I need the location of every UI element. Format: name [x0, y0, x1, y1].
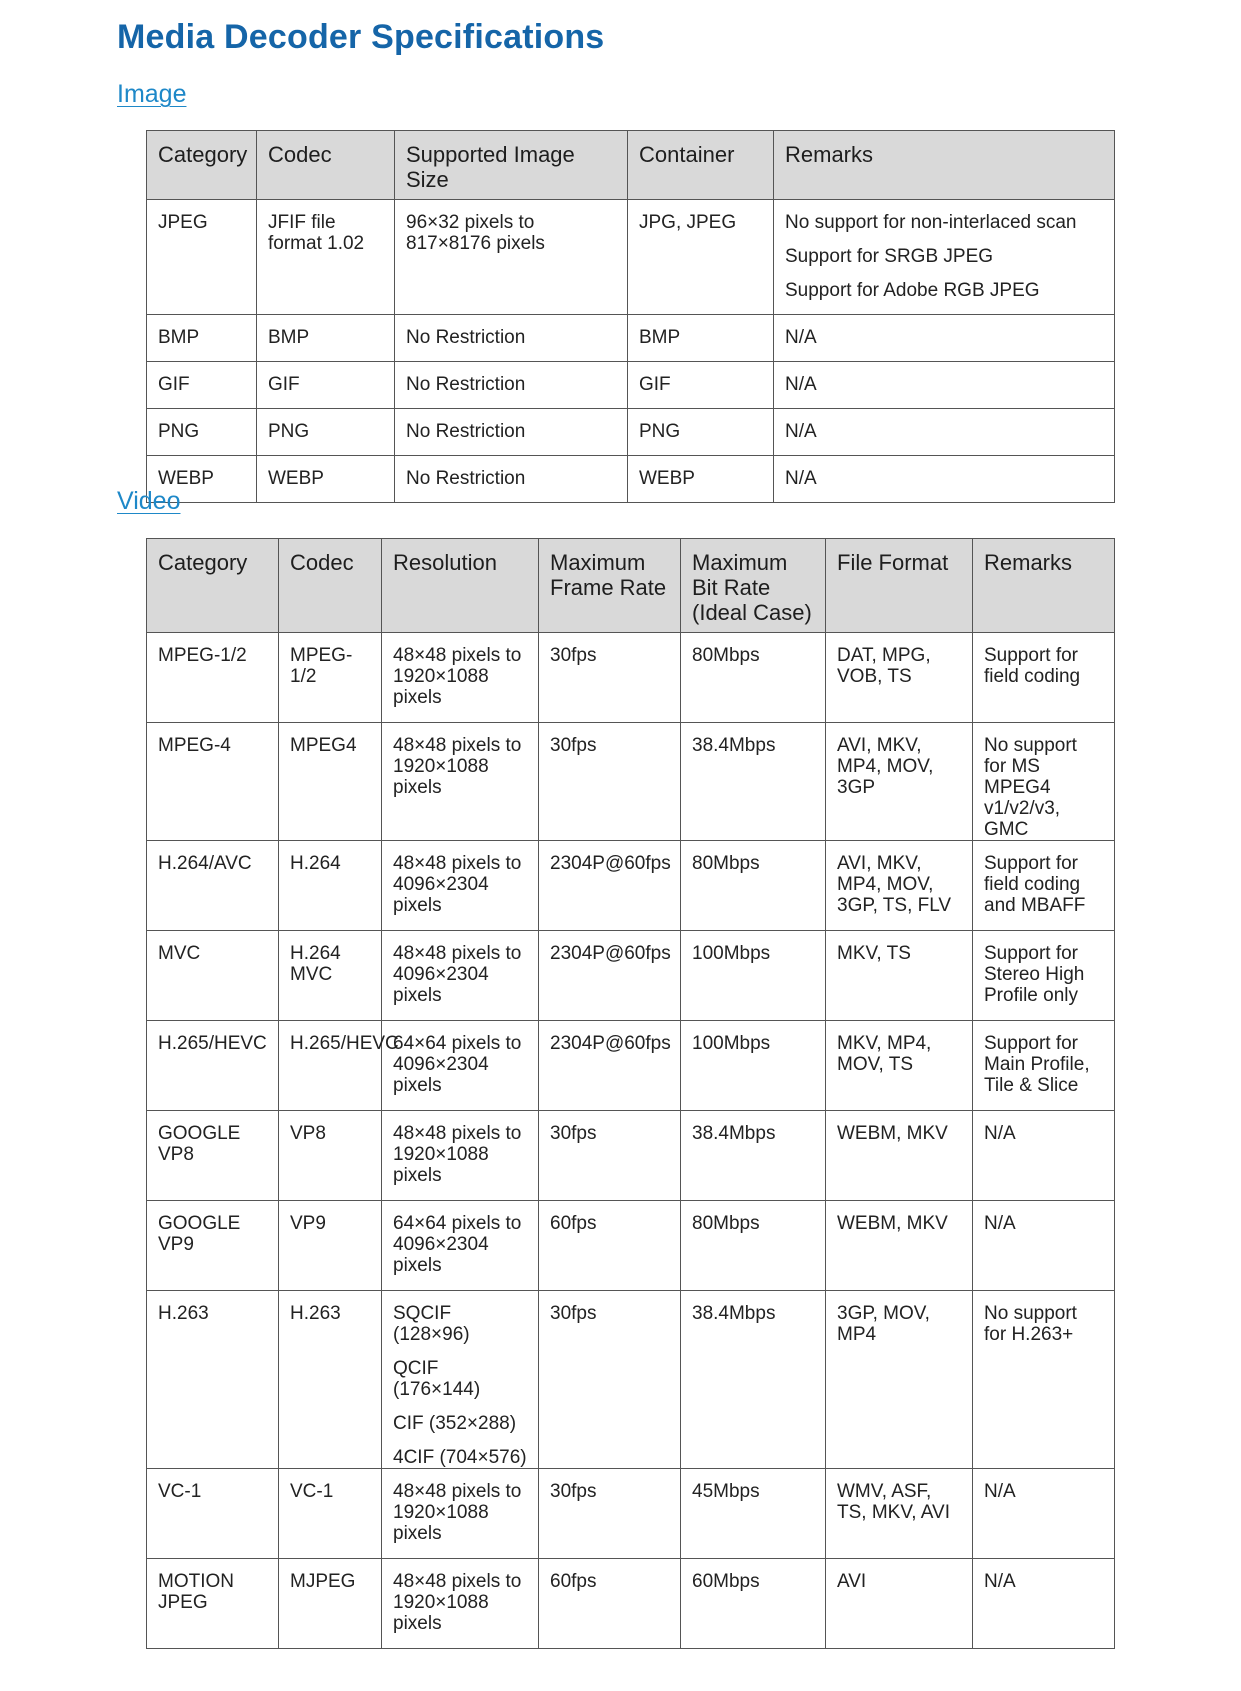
page-title: Media Decoder Specifications	[117, 18, 605, 56]
column-header: Resolution	[382, 539, 539, 633]
table-row	[147, 1201, 1115, 1291]
resolution-cell: 48×48 pixels to 1920×1088 pixels	[382, 1111, 539, 1201]
frame-rate-cell: 30fps	[539, 723, 681, 841]
frame-rate-cell: 30fps	[539, 1111, 681, 1201]
category-cell: MOTION JPEG	[147, 1559, 279, 1649]
codec-cell: VP8	[279, 1111, 382, 1201]
column-header: Remarks	[973, 539, 1115, 633]
file-format-cell: MKV, TS	[826, 931, 973, 1021]
table-row	[147, 200, 1115, 315]
column-header: Category	[147, 539, 279, 633]
size-cell: No Restriction	[395, 409, 628, 456]
column-header: Remarks	[774, 131, 1115, 200]
codec-cell: MPEG4	[279, 723, 382, 841]
bit-rate-cell: 38.4Mbps	[681, 1111, 826, 1201]
codec-cell: PNG	[257, 409, 395, 456]
video-section-heading[interactable]: Video	[117, 487, 181, 515]
resolution-cell: 48×48 pixels to 1920×1088 pixels	[382, 633, 539, 723]
codec-cell: BMP	[257, 315, 395, 362]
file-format-cell: DAT, MPG, VOB, TS	[826, 633, 973, 723]
frame-rate-cell: 2304P@60fps	[539, 931, 681, 1021]
file-format-cell: AVI	[826, 1559, 973, 1649]
file-format-cell: WEBM, MKV	[826, 1201, 973, 1291]
container-cell: BMP	[628, 315, 774, 362]
remarks-cell: N/A	[973, 1559, 1115, 1649]
codec-cell: VP9	[279, 1201, 382, 1291]
frame-rate-cell: 2304P@60fps	[539, 1021, 681, 1111]
table-row	[147, 1291, 1115, 1469]
codec-cell: GIF	[257, 362, 395, 409]
bit-rate-cell: 45Mbps	[681, 1469, 826, 1559]
category-cell: MPEG-4	[147, 723, 279, 841]
frame-rate-cell: 30fps	[539, 633, 681, 723]
codec-cell: MPEG-1/2	[279, 633, 382, 723]
column-header: Codec	[279, 539, 382, 633]
remarks-cell: N/A	[973, 1111, 1115, 1201]
size-cell: No Restriction	[395, 315, 628, 362]
video-spec-table	[146, 538, 1115, 1649]
resolution-cell: 48×48 pixels to 4096×2304 pixels	[382, 841, 539, 931]
frame-rate-cell: 60fps	[539, 1201, 681, 1291]
resolution-cell: 48×48 pixels to 1920×1088 pixels	[382, 723, 539, 841]
category-cell: WEBP	[147, 456, 257, 503]
codec-cell: VC-1	[279, 1469, 382, 1559]
table-row	[147, 841, 1115, 931]
remark-line: No support for non-interlaced scan	[785, 212, 1077, 233]
container-cell: GIF	[628, 362, 774, 409]
table-row	[147, 931, 1115, 1021]
codec-cell: JFIF file format 1.02	[257, 200, 395, 315]
bit-rate-cell: 80Mbps	[681, 841, 826, 931]
container-cell: WEBP	[628, 456, 774, 503]
table-row	[147, 723, 1115, 841]
container-cell: PNG	[628, 409, 774, 456]
resolution-cell: 64×64 pixels to 4096×2304 pixels	[382, 1021, 539, 1111]
codec-cell: WEBP	[257, 456, 395, 503]
remarks-cell: Support for field coding	[973, 633, 1115, 723]
bit-rate-cell: 38.4Mbps	[681, 1291, 826, 1469]
remarks-cell: No support for MS MPEG4 v1/v2/v3, GMC	[973, 723, 1115, 841]
category-cell: MVC	[147, 931, 279, 1021]
category-cell: GOOGLE VP8	[147, 1111, 279, 1201]
file-format-cell: AVI, MKV, MP4, MOV, 3GP	[826, 723, 973, 841]
category-cell: MPEG-1/2	[147, 633, 279, 723]
category-cell: VC-1	[147, 1469, 279, 1559]
remarks-cell: N/A	[973, 1201, 1115, 1291]
file-format-cell: WMV, ASF, TS, MKV, AVI	[826, 1469, 973, 1559]
column-header: Codec	[257, 131, 395, 200]
codec-cell: H.264	[279, 841, 382, 931]
remarks-cell: N/A	[973, 1469, 1115, 1559]
file-format-cell: 3GP, MOV, MP4	[826, 1291, 973, 1469]
file-format-cell: WEBM, MKV	[826, 1111, 973, 1201]
category-cell: GIF	[147, 362, 257, 409]
table-row	[147, 1559, 1115, 1649]
category-cell: H.263	[147, 1291, 279, 1469]
remarks-cell: N/A	[774, 456, 1115, 503]
remarks-cell: N/A	[774, 409, 1115, 456]
container-cell: JPG, JPEG	[628, 200, 774, 315]
bit-rate-cell: 38.4Mbps	[681, 723, 826, 841]
file-format-cell: AVI, MKV, MP4, MOV, 3GP, TS, FLV	[826, 841, 973, 931]
category-cell: JPEG	[147, 200, 257, 315]
column-header: Supported Image Size	[395, 131, 628, 200]
table-row	[147, 1469, 1115, 1559]
remarks-cell: Support for Main Profile, Tile & Slice	[973, 1021, 1115, 1111]
codec-cell: MJPEG	[279, 1559, 382, 1649]
size-cell: 96×32 pixels to 817×8176 pixels	[395, 200, 628, 315]
frame-rate-cell: 60fps	[539, 1559, 681, 1649]
resolution-cell	[382, 1291, 539, 1469]
resolution-line: QCIF (176×144)	[393, 1358, 481, 1400]
resolution-cell: 48×48 pixels to 1920×1088 pixels	[382, 1559, 539, 1649]
resolution-line: SQCIF (128×96)	[393, 1303, 470, 1345]
column-header: Maximum Bit Rate (Ideal Case)	[681, 539, 826, 633]
remarks-cell: Support for Stereo High Profile only	[973, 931, 1115, 1021]
category-cell: GOOGLE VP9	[147, 1201, 279, 1291]
size-cell: No Restriction	[395, 362, 628, 409]
category-cell: H.264/AVC	[147, 841, 279, 931]
image-section-heading[interactable]: Image	[117, 80, 187, 108]
remarks-cell: N/A	[774, 362, 1115, 409]
remarks-cell: Support for field coding and MBAFF	[973, 841, 1115, 931]
frame-rate-cell: 30fps	[539, 1291, 681, 1469]
size-cell: No Restriction	[395, 456, 628, 503]
resolution-line: 4CIF (704×576)	[393, 1447, 527, 1468]
resolution-cell: 64×64 pixels to 4096×2304 pixels	[382, 1201, 539, 1291]
resolution-cell: 48×48 pixels to 4096×2304 pixels	[382, 931, 539, 1021]
table-row	[147, 456, 1115, 503]
image-spec-table	[146, 130, 1115, 503]
column-header: Container	[628, 131, 774, 200]
remarks-cell	[774, 200, 1115, 315]
codec-cell: H.263	[279, 1291, 382, 1469]
bit-rate-cell: 80Mbps	[681, 633, 826, 723]
file-format-cell: MKV, MP4, MOV, TS	[826, 1021, 973, 1111]
table-row	[147, 315, 1115, 362]
remarks-cell: N/A	[774, 315, 1115, 362]
table-row	[147, 633, 1115, 723]
table-row	[147, 1021, 1115, 1111]
column-header: Category	[147, 131, 257, 200]
bit-rate-cell: 60Mbps	[681, 1559, 826, 1649]
table-header-row	[147, 131, 1115, 200]
codec-cell: H.265/HEVC	[279, 1021, 382, 1111]
frame-rate-cell: 2304P@60fps	[539, 841, 681, 931]
remark-line: Support for SRGB JPEG	[785, 246, 994, 267]
bit-rate-cell: 100Mbps	[681, 1021, 826, 1111]
table-row	[147, 409, 1115, 456]
category-cell: PNG	[147, 409, 257, 456]
resolution-cell: 48×48 pixels to 1920×1088 pixels	[382, 1469, 539, 1559]
table-row	[147, 362, 1115, 409]
bit-rate-cell: 80Mbps	[681, 1201, 826, 1291]
remark-line: Support for Adobe RGB JPEG	[785, 280, 1040, 301]
category-cell: BMP	[147, 315, 257, 362]
codec-cell: H.264 MVC	[279, 931, 382, 1021]
resolution-line: CIF (352×288)	[393, 1413, 517, 1434]
bit-rate-cell: 100Mbps	[681, 931, 826, 1021]
remarks-cell: No support for H.263+	[973, 1291, 1115, 1469]
table-row	[147, 1111, 1115, 1201]
column-header: File Format	[826, 539, 973, 633]
category-cell: H.265/HEVC	[147, 1021, 279, 1111]
frame-rate-cell: 30fps	[539, 1469, 681, 1559]
column-header: Maximum Frame Rate	[539, 539, 681, 633]
table-header-row	[147, 539, 1115, 633]
